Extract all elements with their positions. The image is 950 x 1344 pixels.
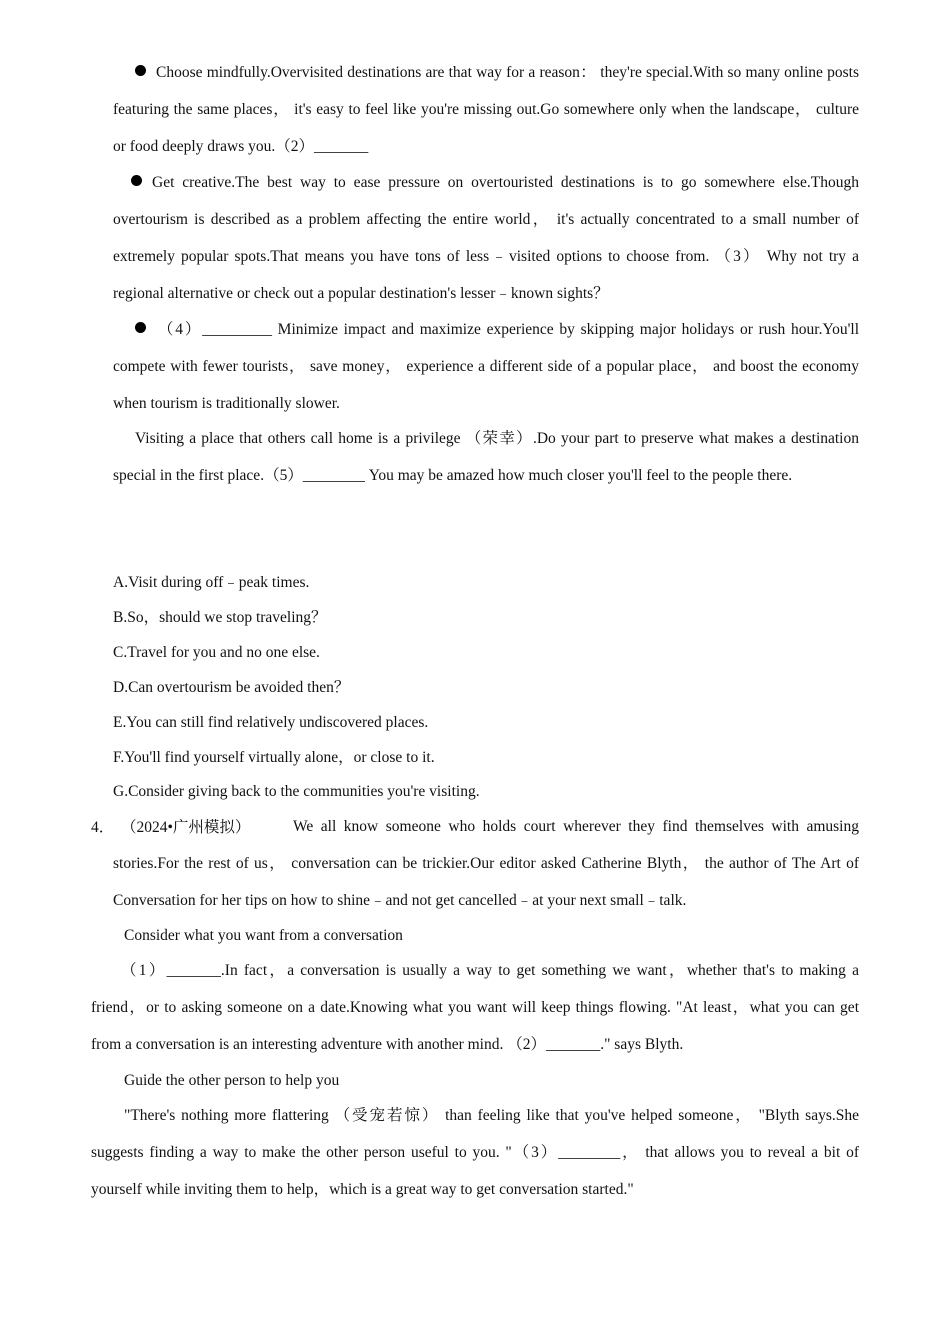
option-g: G.Consider giving back to the communities you're visiting.: [113, 783, 480, 800]
section-heading-2: Guide the other person to help you: [124, 1072, 340, 1089]
bullet-text: （4）_________ Minimize impact and maximize experience by skipping major holidays or rush hour.You'll compete with fewer tourists， save money， experience a different side of a popular place， and boost the economy when tourism is traditionally slower.: [113, 321, 859, 412]
option-f: F.You'll find yourself virtually alone，or close to it.: [113, 749, 435, 766]
bullet-icon: [131, 175, 142, 186]
passage4-intro: [113, 808, 859, 919]
bullet-text: Get creative.The best way to ease pressure on overtouristed destinations is to go somewhere else.Though overtourism is described as a problem affecting the entire world， it's actually concentrated to a small number of extremely popular spots.That means you have tons of less﹣visited options to choose from. （3） Why not try a regional alternative or check out a popular destination's lesser﹣known sights？: [113, 174, 859, 302]
paragraph-text: （1）_______.In fact，a conversation is usually a way to get something we want，whether that's to making a friend，or to asking someone on a date.Knowing what you want will keep things flowing. "At least，what you can get from a conversation is an interesting adventure with another mind. （2）_______." says Blyth.: [91, 962, 859, 1053]
question-source: （2024•广州模拟）: [121, 819, 251, 836]
option-e: E.You can still find relatively undiscovered places.: [113, 714, 429, 731]
paragraph-text: "There's nothing more flattering （受宠若惊） than feeling like that you've helped someone， "Blyth says.She suggests finding a way to make the other person useful to you. "（3）________， that allows you to reveal a bit of yourself while inviting them to help，which is a great way to get conversation started.": [91, 1107, 859, 1198]
bullet-get-creative: [113, 164, 859, 312]
option-d: D.Can overtourism be avoided then？: [113, 679, 350, 696]
option-b: B.So，should we stop traveling？: [113, 609, 327, 626]
closing-text: Visiting a place that others call home is a privilege （荣幸）.Do your part to preserve what makes a destination special in the first place.（5）________ You may be amazed how much closer you'll feel to the people there.: [113, 430, 859, 484]
bullet-text: Choose mindfully.Overvisited destinations are that way for a reason： they're special.With so many online posts featuring the same places， it's easy to feel like you're missing out.Go somewhere only when the landscape， culture or food deeply draws you.（2）_______: [113, 64, 859, 155]
passage4-paragraph-1: [91, 952, 859, 1063]
bullet-choose-mindfully: [113, 54, 859, 165]
passage4-paragraph-2: [91, 1097, 859, 1208]
bullet-icon: [135, 65, 146, 76]
closing-paragraph: [113, 420, 859, 494]
option-a: A.Visit during off﹣peak times.: [113, 574, 310, 591]
bullet-icon: [135, 322, 146, 333]
section-heading-1: Consider what you want from a conversation: [124, 927, 403, 944]
bullet-blank-4: [113, 311, 859, 422]
intro-text: We all know someone who holds court wherever they find themselves with amusing stories.For the rest of us， conversation can be trickier.Our editor asked Catherine Blyth， the author of The Art of Conversation for her tips on how to shine﹣and not get cancelled﹣at your next small﹣talk.: [113, 818, 859, 909]
option-c: C.Travel for you and no one else.: [113, 644, 320, 661]
question-number: 4．: [91, 819, 115, 836]
